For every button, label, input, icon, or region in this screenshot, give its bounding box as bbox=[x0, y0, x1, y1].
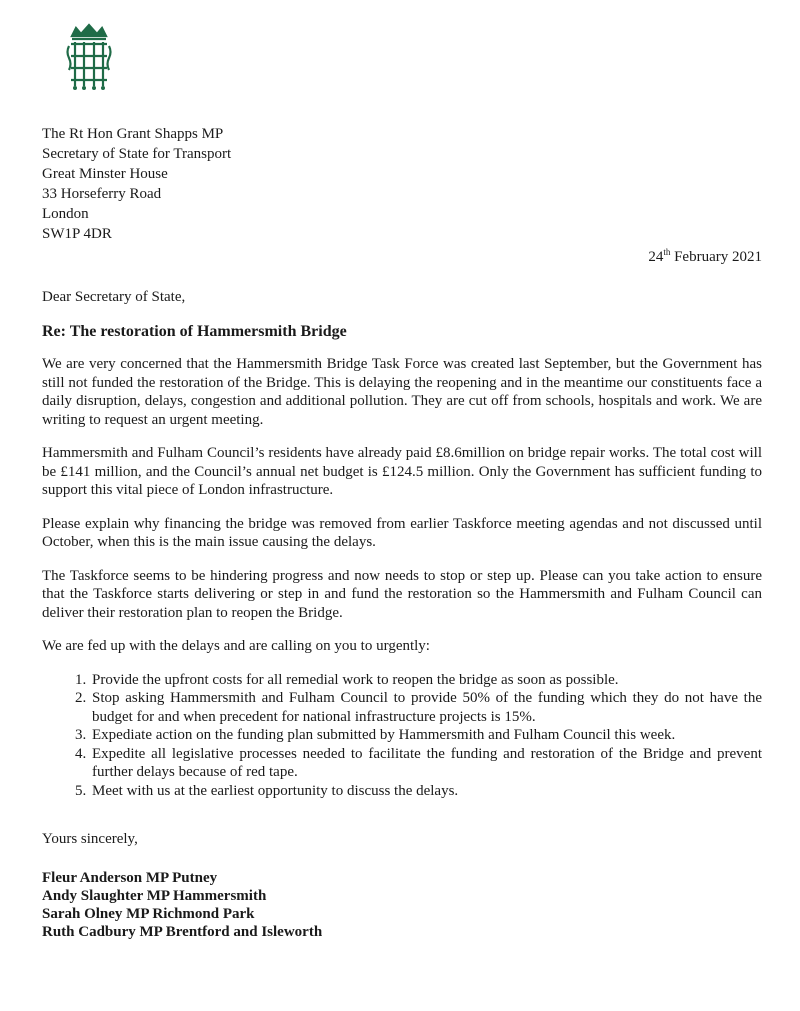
signatory: Ruth Cadbury MP Brentford and Isleworth bbox=[42, 923, 323, 940]
date-month-year: February 2021 bbox=[670, 249, 762, 265]
paragraph: Hammersmith and Fulham Council’s residents have already paid £8.6million on bridge repair works. The total cost will be £141 million, and the Council’s annual net budget is £124.5 million. Only the Government has sufficient funding to support this vital piece of London infrastructure. bbox=[42, 445, 762, 498]
address-line: 33 Horseferry Road bbox=[42, 186, 162, 202]
list-item: 5. Meet with us at the earliest opportunity to discuss the delays. bbox=[90, 782, 762, 801]
signatories bbox=[42, 869, 762, 941]
letter-date bbox=[648, 247, 762, 266]
date-suffix: th bbox=[663, 247, 671, 257]
address-line: The Rt Hon Grant Shapps MP bbox=[42, 126, 224, 142]
address-line: London bbox=[42, 206, 89, 222]
list-item: 2. Stop asking Hammersmith and Fulham Council to provide 50% of the funding which they do not have the budget for and when precedent for national infrastructure projects is 15%. bbox=[90, 689, 762, 726]
paragraph: Please explain why financing the bridge was removed from earlier Taskforce meeting agendas and not discussed until October, when this is the main issue causing the delays. bbox=[42, 515, 762, 550]
list-item: 4. Expedite all legislative processes needed to facilitate the funding and restoration of the Bridge and prevent further delays because of red tape. bbox=[90, 745, 762, 782]
recipient-address bbox=[42, 124, 231, 244]
subject-line: Re: The restoration of Hammersmith Bridge bbox=[42, 322, 347, 340]
signatory: Sarah Olney MP Richmond Park bbox=[42, 905, 255, 922]
paragraph: We are very concerned that the Hammersmith Bridge Task Force was created last September, but the Government has still not funded the restoration of the Bridge. This is delaying the reopening and in the meantime our constituents face a daily disruption, delays, congestion and additional pollution. They are cut off from schools, hospitals and work. We are writing to request an urgent meeting. bbox=[42, 356, 762, 428]
signatory: Andy Slaughter MP Hammersmith bbox=[42, 887, 267, 904]
address-line: Great Minster House bbox=[42, 166, 168, 182]
address-line: Secretary of State for Transport bbox=[42, 146, 232, 162]
portcullis-crest-icon bbox=[66, 22, 112, 92]
list-item: 3. Expediate action on the funding plan submitted by Hammersmith and Fulham Council this week. bbox=[90, 726, 762, 745]
letter-body bbox=[42, 288, 762, 941]
signatory: Fleur Anderson MP Putney bbox=[42, 869, 218, 886]
date-day: 24 bbox=[648, 249, 664, 265]
address-line: SW1P 4DR bbox=[42, 226, 112, 242]
paragraph: The Taskforce seems to be hindering progress and now needs to stop or step up. Please can you take action to ensure that the Taskforce starts delivering or step in and fund the restoration so the Hammersmith and Fulham Council can deliver their restoration plan to reopen the Bridge. bbox=[42, 567, 762, 621]
signoff: Yours sincerely, bbox=[42, 831, 138, 847]
demands-list bbox=[42, 671, 762, 801]
salutation: Dear Secretary of State, bbox=[42, 289, 186, 305]
list-item: 1. Provide the upfront costs for all remedial work to reopen the bridge as soon as possible. bbox=[90, 671, 762, 690]
paragraph: We are fed up with the delays and are calling on you to urgently: bbox=[42, 638, 430, 654]
